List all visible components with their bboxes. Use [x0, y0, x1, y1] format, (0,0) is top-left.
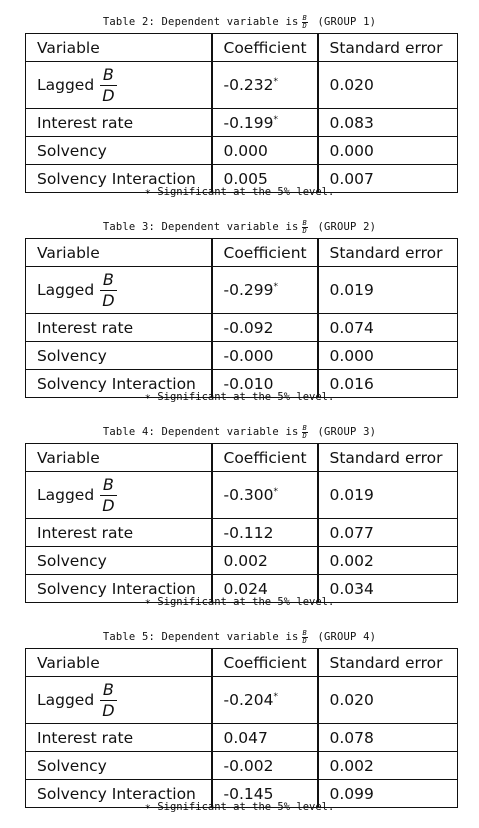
row-variable: Interest rate: [26, 519, 212, 547]
header-coefficient: Coefficient: [212, 444, 318, 472]
significance-marker: *: [273, 114, 278, 125]
table-row: [26, 62, 458, 109]
header-coefficient: Coefficient: [212, 649, 318, 677]
row-variable: Lagged $\frac{B}{D}$: [26, 62, 212, 109]
row-standard-error: 0.074: [318, 314, 458, 342]
table-row: [26, 752, 458, 780]
header-coefficient: Coefficient: [212, 34, 318, 62]
row-standard-error: 0.020: [318, 677, 458, 724]
table-note: ∗ Significant at the 5% level.: [144, 801, 335, 813]
regression-table: [25, 443, 458, 603]
table-row: [26, 267, 458, 314]
lagged-fraction: $\frac{B}{D}$: [102, 64, 115, 105]
caption-group: (GROUP 2): [317, 221, 377, 233]
header-standard-error: Standard error: [318, 239, 458, 267]
row-standard-error: 0.016: [318, 370, 458, 398]
caption-group: (GROUP 1): [317, 16, 377, 28]
row-coefficient: 0.005: [212, 165, 318, 193]
row-coefficient: -0.299*: [212, 267, 318, 314]
caption-fraction: $\frac{B}{D}$: [302, 13, 307, 30]
table-note: ∗ Significant at the 5% level.: [144, 596, 335, 608]
table-row: [26, 519, 458, 547]
caption-fraction: $\frac{B}{D}$: [302, 628, 307, 645]
lagged-fraction: $\frac{B}{D}$: [102, 679, 115, 720]
row-standard-error: 0.000: [318, 137, 458, 165]
row-coefficient: -0.112: [212, 519, 318, 547]
caption-text: Table 5: Dependent variable is: [102, 631, 299, 643]
row-standard-error: 0.007: [318, 165, 458, 193]
row-standard-error: 0.020: [318, 62, 458, 109]
caption-group: (GROUP 3): [317, 426, 377, 438]
row-variable: Solvency Interaction: [26, 780, 212, 808]
table-header-row: [26, 444, 458, 472]
header-standard-error: Standard error: [318, 444, 458, 472]
table-header-row: [26, 239, 458, 267]
header-variable: Variable: [26, 444, 212, 472]
table-row: [26, 314, 458, 342]
row-standard-error: 0.077: [318, 519, 458, 547]
row-coefficient: 0.002: [212, 547, 318, 575]
header-variable: Variable: [26, 239, 212, 267]
table-row: [26, 342, 458, 370]
row-coefficient: 0.000: [212, 137, 318, 165]
header-variable: Variable: [26, 34, 212, 62]
table-row: [26, 137, 458, 165]
header-coefficient: Coefficient: [212, 239, 318, 267]
row-variable: Solvency: [26, 137, 212, 165]
header-variable: Variable: [26, 649, 212, 677]
row-variable: Solvency: [26, 547, 212, 575]
row-standard-error: 0.034: [318, 575, 458, 603]
row-coefficient: -0.010: [212, 370, 318, 398]
table-header-row: [26, 34, 458, 62]
table-row: [26, 547, 458, 575]
row-coefficient: -0.300*: [212, 472, 318, 519]
row-coefficient: 0.024: [212, 575, 318, 603]
row-coefficient: -0.000: [212, 342, 318, 370]
table-header-row: [26, 649, 458, 677]
row-variable: Solvency: [26, 342, 212, 370]
row-coefficient: -0.232*: [212, 62, 318, 109]
row-variable: Solvency Interaction: [26, 370, 212, 398]
caption-fraction: $\frac{B}{D}$: [302, 218, 307, 235]
row-standard-error: 0.083: [318, 109, 458, 137]
row-variable: Interest rate: [26, 314, 212, 342]
row-variable: Solvency: [26, 752, 212, 780]
regression-table: [25, 648, 458, 808]
row-variable: Solvency Interaction: [26, 165, 212, 193]
caption-text: Table 4: Dependent variable is: [102, 426, 299, 438]
regression-table: [25, 33, 458, 193]
row-coefficient: 0.047: [212, 724, 318, 752]
caption-fraction: $\frac{B}{D}$: [302, 423, 307, 440]
caption-text: Table 3: Dependent variable is: [102, 221, 299, 233]
row-standard-error: 0.002: [318, 547, 458, 575]
table-caption: [0, 216, 479, 238]
caption-group: (GROUP 4): [317, 631, 377, 643]
row-variable: Lagged $\frac{B}{D}$: [26, 677, 212, 724]
row-coefficient: -0.002: [212, 752, 318, 780]
row-variable: Solvency Interaction: [26, 575, 212, 603]
row-standard-error: 0.019: [318, 472, 458, 519]
table-note: ∗ Significant at the 5% level.: [144, 186, 335, 198]
table-row: [26, 724, 458, 752]
table-row: [26, 677, 458, 724]
header-standard-error: Standard error: [318, 34, 458, 62]
significance-marker: *: [273, 77, 278, 87]
row-standard-error: 0.000: [318, 342, 458, 370]
table-caption: [0, 626, 479, 648]
caption-text: Table 2: Dependent variable is: [102, 16, 299, 28]
row-variable: Interest rate: [26, 109, 212, 137]
lagged-fraction: $\frac{B}{D}$: [102, 474, 115, 515]
row-standard-error: 0.099: [318, 780, 458, 808]
table-caption: [0, 11, 479, 33]
significance-marker: *: [273, 692, 278, 702]
regression-table: [25, 238, 458, 398]
row-standard-error: 0.002: [318, 752, 458, 780]
row-variable: Lagged $\frac{B}{D}$: [26, 472, 212, 519]
table-row: [26, 472, 458, 519]
table-row: [26, 109, 458, 137]
row-coefficient: -0.199*: [212, 109, 318, 137]
header-standard-error: Standard error: [318, 649, 458, 677]
significance-marker: *: [273, 282, 278, 292]
lagged-fraction: $\frac{B}{D}$: [102, 269, 115, 310]
significance-marker: *: [273, 487, 278, 497]
row-standard-error: 0.019: [318, 267, 458, 314]
table-caption: [0, 421, 479, 443]
row-coefficient: -0.204*: [212, 677, 318, 724]
table-note: ∗ Significant at the 5% level.: [144, 391, 335, 403]
row-standard-error: 0.078: [318, 724, 458, 752]
row-coefficient: -0.092: [212, 314, 318, 342]
row-variable: Lagged $\frac{B}{D}$: [26, 267, 212, 314]
row-variable: Interest rate: [26, 724, 212, 752]
row-coefficient: -0.145: [212, 780, 318, 808]
